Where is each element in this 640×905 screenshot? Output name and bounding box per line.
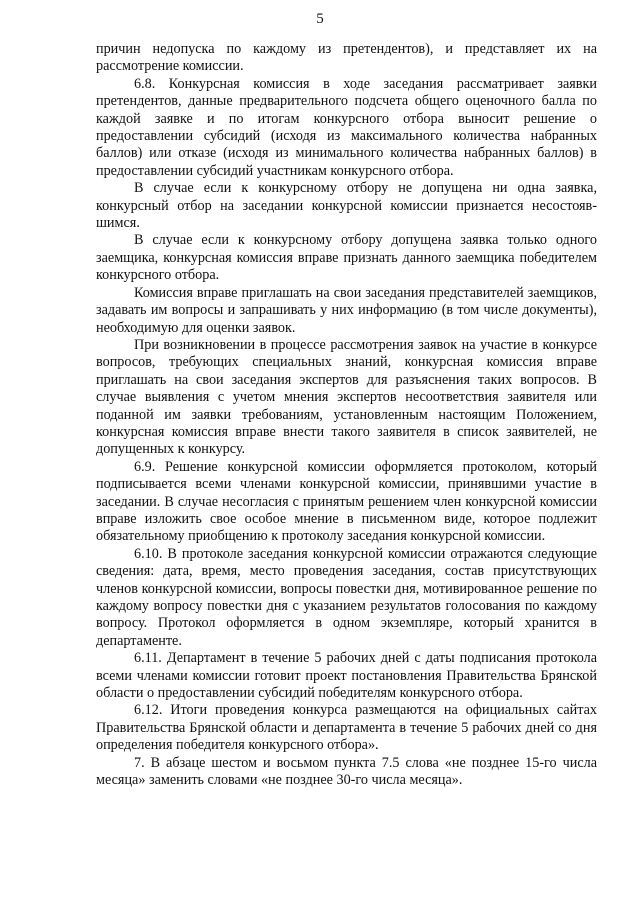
paragraph-6-9: 6.9. Решение конкурсной комиссии оформляется протоколом, который подписывается всеми членами конкурсной комиссии, принявшими участие в заседании. В случае несогласия с принятым решением член конкурсной комиссии вправе изложить свое особое мнение в письменном виде, которое подлежит обязательному приобщению к протоколу заседания конкурсной комиссии. <box>96 458 597 545</box>
page-number: 5 <box>316 11 324 27</box>
paragraph-continuation: причин недопуска по каждому из претендентов), и представляет их на рассмотрение комиссии. <box>96 41 597 75</box>
paragraph-6-8: 6.8. Конкурсная комиссия в ходе заседания рассматривает заявки претендентов, данные предварительного подсчета общего оценочного балла по каждой заявке и по итогам конкурсного отбора выносит решение о предоставлении субсидий (исходя из максимального количества набранных баллов) или отказе (исходя из минимального количества набранных баллов) в предоставлении субсидий участникам конкурсного отбора. <box>96 75 597 179</box>
document-body <box>96 41 597 789</box>
paragraph-single-applicant: В случае если к конкурсному отбору допущена заявка только одного заемщика, конкурсная комиссия вправе признать данного заемщика победителем конкурсного отбора. <box>96 232 597 284</box>
paragraph-experts: При возникновении в процессе рассмотрения заявок на участие в конкурсе вопросов, требующих специальных знаний, конкурсная комиссия вправе приглашать на свои заседания экспертов для разъяснения таких вопросов. В случае выявления с учетом мнения экспертов несоответствия заявителя или поданной им заявки требованиям, установленным настоящим Положением, конкурсная комиссия вправе внести такого заявителя в список заявителей, не допущенных к конкурсу. <box>96 336 597 458</box>
paragraph-6-10: 6.10. В протоколе заседания конкурсной комиссии отражаются следующие сведения: дата, время, место проведения заседания, состав присутствующих членов конкурсной комиссии, вопросы повестки дня, мотивированное решение по каждому вопросу повестки дня с указанием результатов голосования по каждому вопросу. Протокол оформляется в одном экземпляре, который хранится в департаменте. <box>96 545 597 649</box>
paragraph-6-12: 6.12. Итоги проведения конкурса размещаются на официальных сайтах Правительства Брянской области и департамента в течение 5 рабочих дней со дня определения победителя конкурсного отбора». <box>96 702 597 754</box>
paragraph-invite-representatives: Комиссия вправе приглашать на свои заседания представителей заемщиков, задавать им вопросы и запрашивать у них информацию (в том числе документы), необходимую для оценки заявок. <box>96 284 597 336</box>
paragraph-7: 7. В абзаце шестом и восьмом пункта 7.5 слова «не позднее 15-го числа месяца» заменить словами «не позднее 30-го числа месяца». <box>96 754 597 789</box>
paragraph-6-11: 6.11. Департамент в течение 5 рабочих дней с даты подписания протокола всеми членами комиссии готовит проект постановления Правительства Брянской области о предоставлении субсидий победителям конкурсного отбора. <box>96 650 597 702</box>
paragraph-no-applications: В случае если к конкурсному отбору не допущена ни одна заявка, конкурсный отбор на заседании конкурсной комиссии признается несостоявшимся. <box>96 180 597 232</box>
